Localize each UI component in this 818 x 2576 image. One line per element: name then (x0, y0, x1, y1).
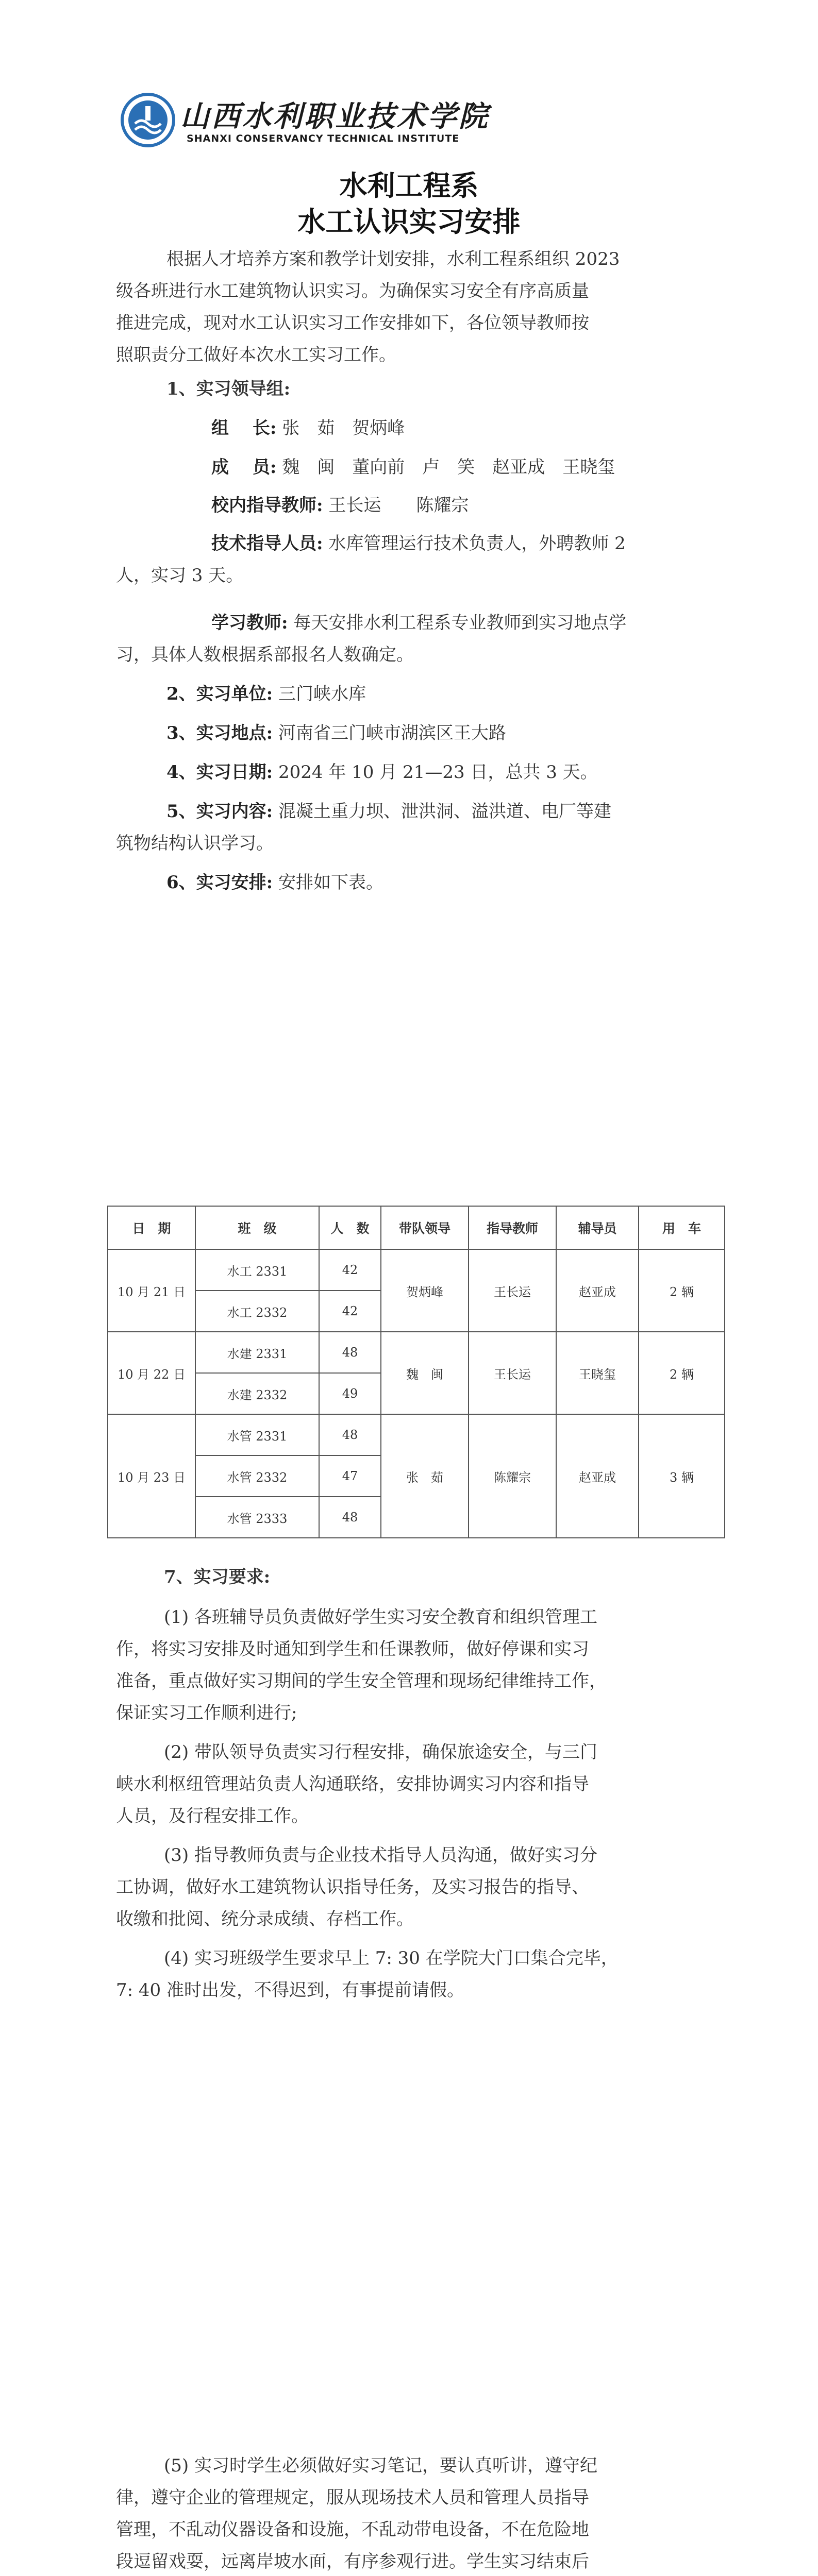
place-row (166, 717, 506, 749)
study-value-2: 习，具体人数根据系部报名人数确定。 (116, 645, 414, 665)
req3-line-3: 收缴和批阅、统分录成绩、存档工作。 (116, 1909, 414, 1929)
req5-line-1: (5) 实习时学生必须做好实习笔记，要认真听讲，遵守纪 (164, 2455, 597, 2476)
cell-count: 42 (319, 1249, 381, 1291)
req2-line-2: 峡水利枢纽管理站负责人沟通联络，安排协调实习内容和指导 (116, 1774, 589, 1794)
content-row (166, 795, 611, 827)
cell-counselor: 王晓玺 (556, 1332, 639, 1414)
cell-bus: 3 辆 (639, 1414, 725, 1538)
table-header-row (108, 1206, 725, 1249)
cell-bus: 2 辆 (639, 1249, 725, 1332)
req3-line-1: (3) 指导教师负责与企业技术指导人员沟通，做好实习分 (164, 1845, 597, 1866)
cell-leader: 魏 闽 (381, 1332, 469, 1414)
content-value-1: 混凝土重力坝、泄洪洞、溢洪道、电厂等建 (278, 801, 612, 822)
school-guide-row (211, 489, 469, 521)
cell-date: 10 月 21 日 (108, 1249, 195, 1332)
leadership-heading: 1、实习领导组: (166, 379, 291, 399)
cell-count: 48 (319, 1332, 381, 1373)
intro-line-3: 推进完成，现对水工认识实习工作安排如下，各位领导教师按 (116, 313, 589, 333)
cell-teacher: 王长运 (469, 1332, 556, 1414)
cell-class: 水管 2333 (195, 1497, 319, 1538)
tech-value-2: 人，实习 3 天。 (116, 565, 244, 586)
cell-teacher: 陈耀宗 (469, 1414, 556, 1538)
header-bus: 用 车 (639, 1206, 725, 1249)
tech-value-1: 水库管理运行技术负责人，外聘教师 2 (328, 533, 626, 554)
req1-line-4: 保证实习工作顺利进行; (116, 1703, 297, 1723)
header-teacher: 指导教师 (469, 1206, 556, 1249)
leader-row (211, 412, 405, 444)
content-value-2: 筑物结构认识学习。 (116, 833, 274, 854)
req4-line-2: 7: 40 准时出发，不得迟到，有事提前请假。 (116, 1980, 464, 2001)
leader-value: 张 茹 贺炳峰 (282, 418, 405, 438)
cell-date: 10 月 23 日 (108, 1414, 195, 1538)
table-row (108, 1414, 725, 1455)
cell-teacher: 王长运 (469, 1249, 556, 1332)
req1-line-2: 作，将实习安排及时通知到学生和任课教师，做好停课和实习 (116, 1639, 589, 1659)
leader-label: 组 长: (211, 418, 277, 438)
req1-line-3: 准备，重点做好实习期间的学生安全管理和现场纪律维持工作， (116, 1671, 607, 1691)
members-row (211, 451, 615, 483)
doc-title-main: 水工认识实习安排 (297, 205, 521, 238)
date-value: 2024 年 10 月 21—23 日，总共 3 天。 (278, 762, 598, 783)
cell-date: 10 月 22 日 (108, 1332, 195, 1414)
cell-count: 48 (319, 1414, 381, 1455)
school-guide-value: 王长运 陈耀宗 (328, 495, 469, 516)
req5-line-3: 管理，不乱动仪器设备和设施，不乱动带电设备，不在危险地 (116, 2519, 589, 2540)
cell-class: 水工 2332 (195, 1291, 319, 1332)
members-value: 魏 闽 董向前 卢 笑 赵亚成 王晓玺 (282, 457, 615, 478)
cell-class: 水工 2331 (195, 1249, 319, 1291)
table-row (108, 1249, 725, 1291)
content-label: 5、实习内容: (166, 801, 273, 822)
tech-label: 技术指导人员: (211, 533, 323, 554)
tech-row (211, 528, 626, 560)
study-row (211, 607, 626, 639)
cell-count: 42 (319, 1291, 381, 1332)
schedule-row (166, 867, 383, 899)
header-counselor: 辅导员 (556, 1206, 639, 1249)
intro-line-4: 照职责分工做好本次水工实习工作。 (116, 345, 396, 365)
cell-count: 47 (319, 1455, 381, 1497)
school-name-en: SHANXI CONSERVANCY TECHNICAL INSTITUTE (187, 133, 460, 144)
cell-leader: 贺炳峰 (381, 1249, 469, 1332)
school-logo-icon (120, 92, 176, 148)
schedule-value: 安排如下表。 (278, 872, 384, 893)
schedule-table (107, 1206, 725, 1538)
place-value: 河南省三门峡市湖滨区王大路 (278, 723, 507, 743)
members-label: 成 员: (211, 457, 277, 478)
intro-line-2: 级各班进行水工建筑物认识实习。为确保实习安全有序高质量 (116, 281, 589, 301)
date-label: 4、实习日期: (166, 762, 273, 783)
cell-class: 水管 2331 (195, 1414, 319, 1455)
req3-line-2: 工协调，做好水工建筑物认识指导任务，及实习报告的指导、 (116, 1877, 589, 1897)
cell-count: 49 (319, 1373, 381, 1414)
unit-row (166, 678, 366, 710)
header-date: 日 期 (108, 1206, 195, 1249)
header-leader: 带队领导 (381, 1206, 469, 1249)
req2-line-1: (2) 带队领导负责实习行程安排，确保旅途安全，与三门 (164, 1742, 597, 1762)
place-label: 3、实习地点: (166, 723, 273, 743)
intro-line-1: 根据人才培养方案和教学计划安排，水利工程系组织 2023 (166, 249, 620, 269)
schedule-label: 6、实习安排: (166, 872, 273, 893)
cell-leader: 张 茹 (381, 1414, 469, 1538)
req4-line-1: (4) 实习班级学生要求早上 7: 30 在学院大门口集合完毕， (164, 1948, 619, 1969)
cell-count: 48 (319, 1497, 381, 1538)
requirements-heading: 7、实习要求: (164, 1567, 271, 1587)
study-value-1: 每天安排水利工程系专业教师到实习地点学 (293, 613, 627, 633)
cell-bus: 2 辆 (639, 1332, 725, 1414)
req1-line-1: (1) 各班辅导员负责做好学生实习安全教育和组织管理工 (164, 1607, 597, 1628)
cell-counselor: 赵亚成 (556, 1249, 639, 1332)
req2-line-3: 人员，及行程安排工作。 (116, 1806, 309, 1826)
header-count: 人 数 (319, 1206, 381, 1249)
req5-line-2: 律，遵守企业的管理规定，服从现场技术人员和管理人员指导 (116, 2487, 589, 2508)
req5-line-4: 段逗留戏耍，远离岸坡水面，有序参观行进。学生实习结束后 (116, 2551, 589, 2572)
school-guide-label: 校内指导教师: (211, 495, 323, 516)
table-row (108, 1332, 725, 1373)
cell-class: 水管 2332 (195, 1455, 319, 1497)
school-name-cn: 山西水利职业技术学院 (180, 99, 490, 133)
doc-title-department: 水利工程系 (339, 169, 479, 202)
unit-value: 三门峡水库 (278, 684, 366, 704)
date-row (166, 756, 598, 788)
cell-class: 水建 2331 (195, 1332, 319, 1373)
header-class: 班 级 (195, 1206, 319, 1249)
study-label: 学习教师: (211, 613, 288, 633)
cell-class: 水建 2332 (195, 1373, 319, 1414)
cell-counselor: 赵亚成 (556, 1414, 639, 1538)
unit-label: 2、实习单位: (166, 684, 273, 704)
